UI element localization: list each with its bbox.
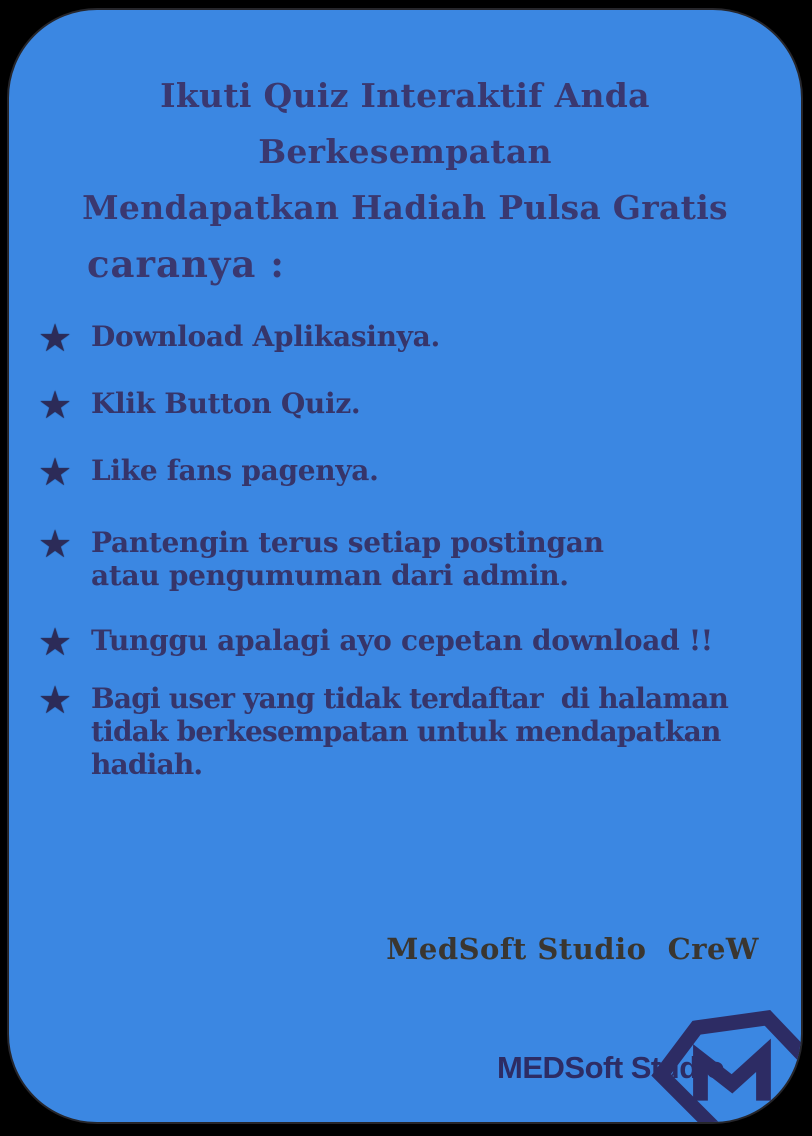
poster-title	[9, 68, 801, 236]
star-bullet-icon: ★	[37, 620, 73, 664]
star-bullet-icon: ★	[37, 383, 73, 427]
list-item	[34, 522, 797, 592]
star-bullet-icon: ★	[37, 522, 73, 566]
title-line-2: Mendapatkan Hadiah Pulsa Gratis	[82, 188, 728, 227]
step-text: Klik Button Quiz.	[91, 387, 361, 420]
step-text: Download Aplikasinya.	[91, 320, 440, 353]
hexagon-m-logo-icon	[647, 1010, 803, 1124]
step-text: Like fans pagenya.	[91, 454, 379, 487]
step-text: Tunggu apalagi ayo cepetan download !!	[91, 624, 713, 657]
step-text: Pantengin terus setiap postingan atau pengumuman dari admin.	[91, 526, 614, 592]
section-heading: caranya :	[87, 242, 285, 286]
step-text: Bagi user yang tidak terdaftar di halaman tidak berkesempatan untuk mendapatkan hadiah.	[91, 682, 738, 781]
list-item	[34, 450, 797, 494]
medsoft-logo	[9, 1006, 801, 1124]
list-item	[34, 678, 797, 781]
star-bullet-icon: ★	[37, 450, 73, 494]
title-line-1: Ikuti Quiz Interaktif Anda Berkesempatan	[160, 76, 650, 171]
list-item	[34, 620, 797, 664]
star-bullet-icon: ★	[37, 316, 73, 360]
credit-line: MedSoft Studio CreW	[386, 932, 759, 966]
star-bullet-icon: ★	[37, 678, 73, 722]
logo-wordmark: MEDSoft Studio	[497, 1050, 725, 1085]
poster-card	[7, 8, 803, 1124]
list-item	[34, 316, 797, 360]
list-item	[34, 383, 797, 427]
